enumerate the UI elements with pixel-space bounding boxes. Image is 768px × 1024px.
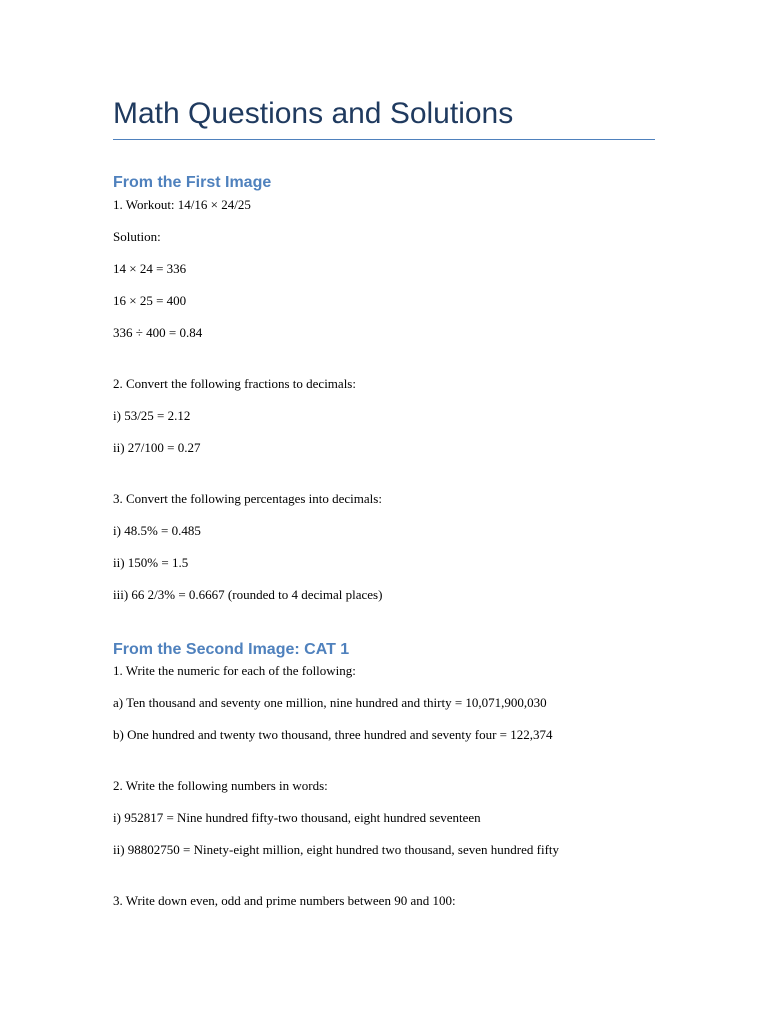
paragraph: 1. Write the numeric for each of the following: xyxy=(113,663,356,678)
paragraph: ii) 27/100 = 0.27 xyxy=(113,440,201,455)
paragraph: 3. Write down even, odd and prime numbers between 90 and 100: xyxy=(113,893,456,908)
paragraph: 336 ÷ 400 = 0.84 xyxy=(113,325,203,340)
paragraph: 14 × 24 = 336 xyxy=(113,261,187,276)
paragraph: 3. Convert the following percentages into decimals: xyxy=(113,491,382,506)
paragraph: i) 48.5% = 0.485 xyxy=(113,523,201,538)
paragraph: iii) 66 2/3% = 0.6667 (rounded to 4 decimal places) xyxy=(113,587,383,602)
paragraph: Solution: xyxy=(113,229,161,244)
paragraph: a) Ten thousand and seventy one million, nine hundred and thirty = 10,071,900,030 xyxy=(113,695,547,710)
paragraph: 2. Convert the following fractions to decimals: xyxy=(113,376,356,391)
paragraph: 1. Workout: 14/16 × 24/25 xyxy=(113,197,251,212)
section-heading-first-image: From the First Image xyxy=(113,174,272,191)
paragraph: b) One hundred and twenty two thousand, three hundred and seventy four = 122,374 xyxy=(113,727,553,742)
paragraph: i) 53/25 = 2.12 xyxy=(113,408,191,423)
paragraph: i) 952817 = Nine hundred fifty-two thousand, eight hundred seventeen xyxy=(113,810,481,825)
document-title: Math Questions and Solutions xyxy=(113,97,514,130)
title-underline xyxy=(113,139,655,140)
paragraph: ii) 150% = 1.5 xyxy=(113,555,189,570)
paragraph: ii) 98802750 = Ninety-eight million, eight hundred two thousand, seven hundred fifty xyxy=(113,842,560,857)
paragraph: 2. Write the following numbers in words: xyxy=(113,778,328,793)
paragraph: 16 × 25 = 400 xyxy=(113,293,187,308)
section-heading-second-image: From the Second Image: CAT 1 xyxy=(113,641,350,658)
